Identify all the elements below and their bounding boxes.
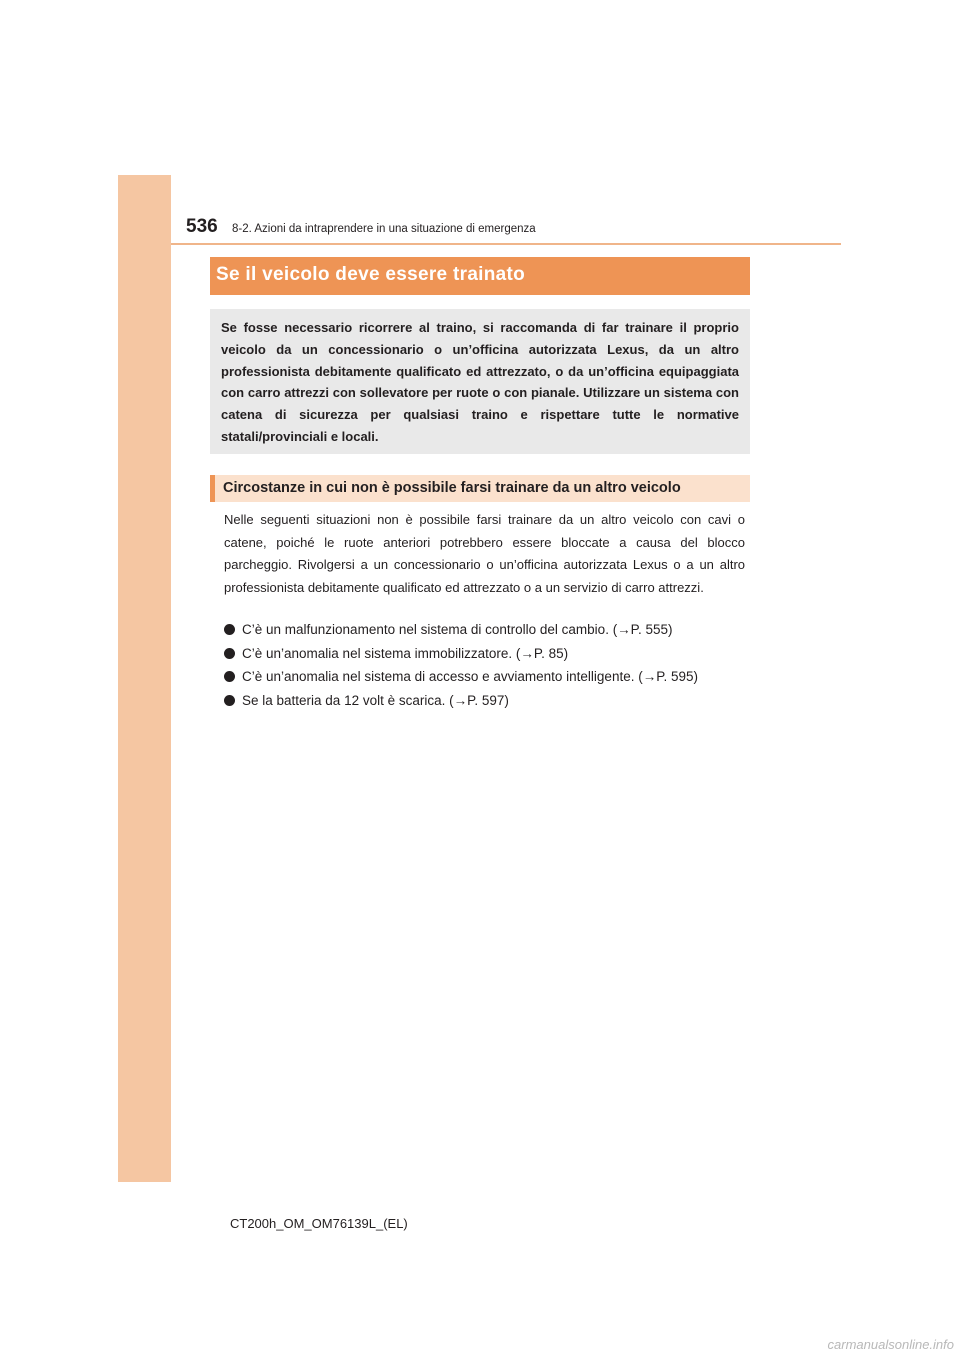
list-item [224,642,750,666]
body-paragraph: Nelle seguenti situazioni non è possibile farsi trainare da un altro veicolo con cavi o catene, poiché le ruote anteriori potrebbero essere bloccate a causa del blocco parcheggio. Rivolgersi a un concessionario o un’officina autorizzata Lexus o a un altro professionista debitamente qualificato ed attrezzato o a un servizio di carro attrezzi. [224,512,745,595]
list-item-text: C’è un’anomalia nel sistema di accesso e avviamento intelligente. (→P. 595) [242,669,698,684]
bullet-icon [224,671,235,682]
bullet-icon [224,695,235,706]
subsection-title: Circostanze in cui non è possibile farsi trainare da un altro veicolo [223,480,681,496]
page-number: 536 [186,216,218,237]
bullet-icon [224,648,235,659]
list-item [224,618,750,642]
chapter-side-band [118,175,171,1182]
section-banner [210,257,750,295]
subsection-bar [210,475,750,502]
subsection-accent [210,475,215,502]
section-title: Se il veicolo deve essere trainato [216,264,526,285]
bullet-icon [224,624,235,635]
list-item [224,689,750,713]
watermark: carmanualsonline.info [827,1337,954,1352]
list-item-text: C’è un’anomalia nel sistema immobilizzatore. (→P. 85) [242,645,569,661]
list-item-text: Se la batteria da 12 volt è scarica. (→P. 597) [242,692,509,708]
header-rule [171,243,841,245]
document-code: CT200h_OM_OM76139L_(EL) [230,1216,408,1231]
bullet-list [224,618,750,712]
list-item-text: C’è un malfunzionamento nel sistema di controllo del cambio. (→P. 555) [242,622,673,637]
intro-box [210,309,750,454]
list-item [224,665,750,689]
running-head: 8-2. Azioni da intraprendere in una situazione di emergenza [232,223,536,235]
intro-text: Se fosse necessario ricorrere al traino, si raccomanda di far trainare il proprio veicolo da un concessionario o un’officina autorizzata Lexus, da un altro professionista debitamente qualificato ed attrezzato, o da un’officina equipaggiata con carro attrezzi con sollevatore per ruote o con pianale. Utilizzare un sistema con catena di sicurezza per qualsiasi traino e rispettare tutte le normative statali/provinciali e locali. [221,320,739,444]
